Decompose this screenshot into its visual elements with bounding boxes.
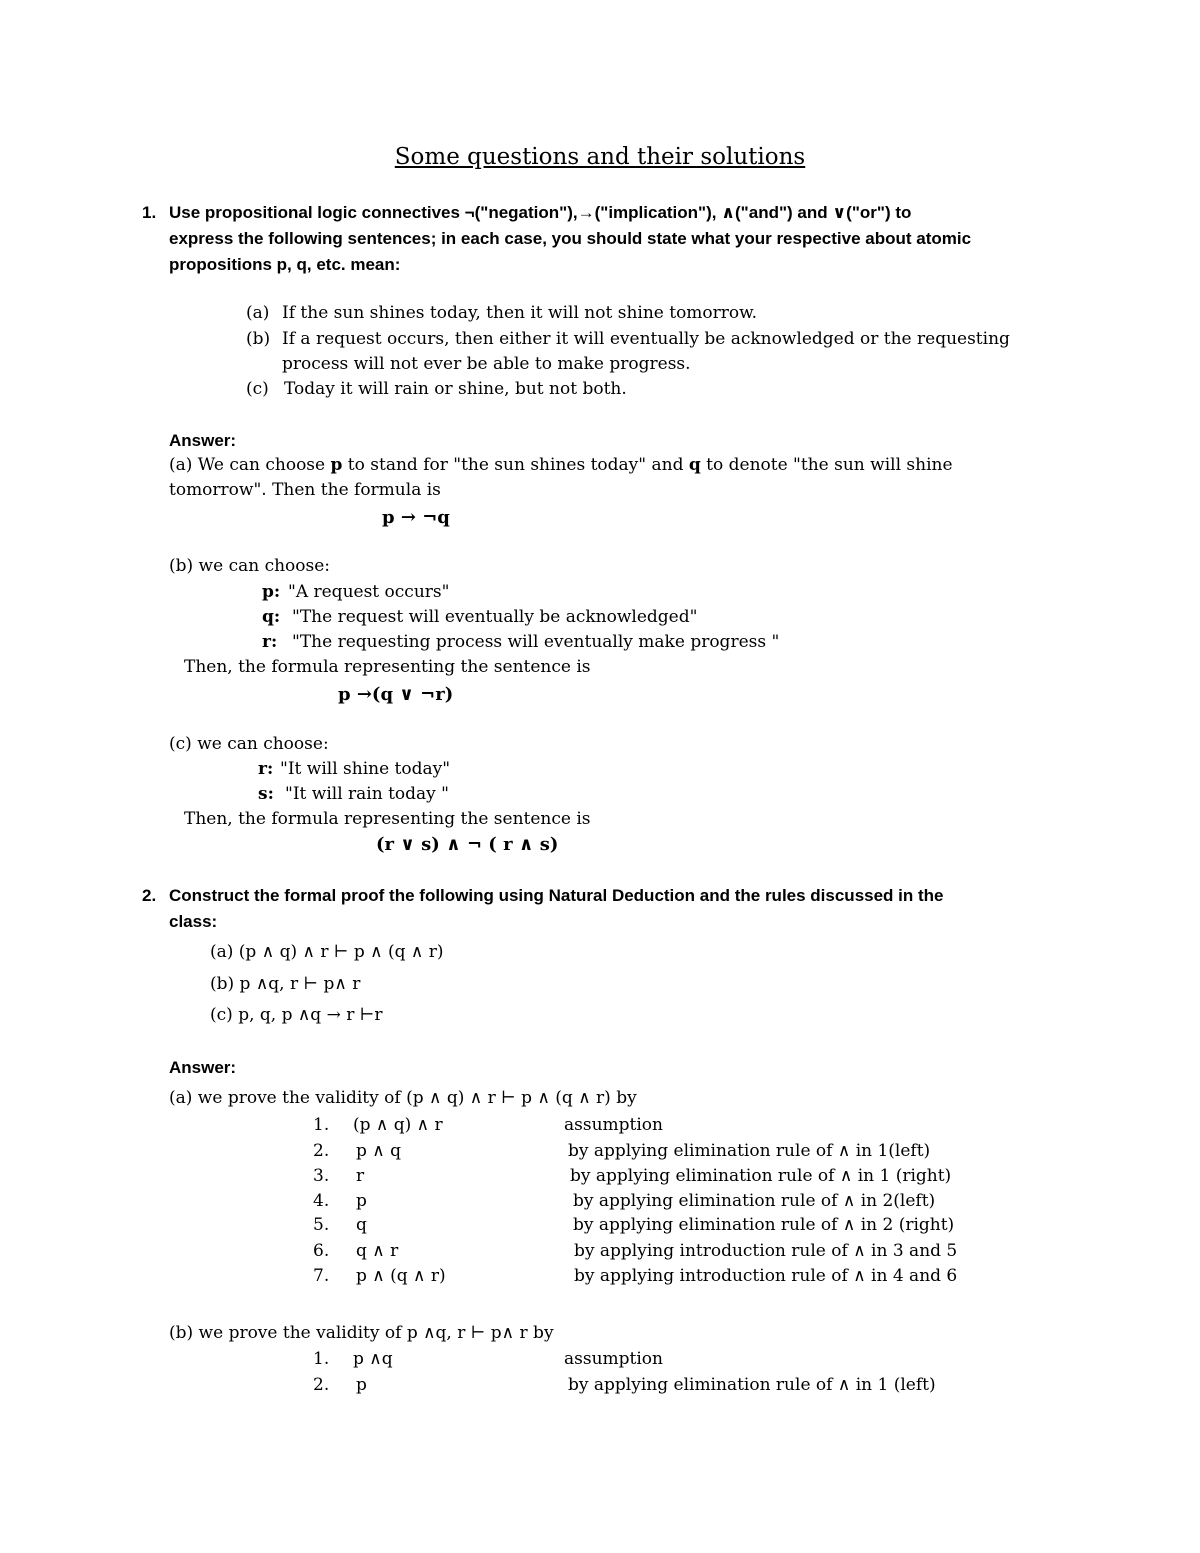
proof-step-formula: p ∧ q	[356, 1141, 402, 1161]
page-title: Some questions and their solutions	[394, 144, 806, 170]
answer-1c-def-r-var: r:	[258, 759, 274, 779]
question-2-item-c: (c) p, q, p ∧q → r ⊢r	[210, 1005, 383, 1025]
answer-2b-intro: (b) we prove the validity of p ∧q, r ⊢ p∧ r by	[169, 1323, 554, 1343]
question-2-number: 2.	[142, 886, 157, 905]
answer-1b-def-p-var: p:	[262, 582, 281, 602]
proof-step-reason: assumption	[564, 1115, 663, 1135]
answer-1c-def-s-text: "It will rain today "	[285, 784, 449, 804]
answer-1b-formula: p →(q ∨ ¬r)	[338, 684, 454, 705]
proof-step-number: 4.	[313, 1191, 330, 1211]
question-1-item-b-text: If a request occurs, then either it will eventually be acknowledged or the requesting	[282, 329, 1010, 349]
proof-step-formula: p	[356, 1191, 367, 1211]
proof-step-reason: by applying elimination rule of ∧ in 2(left)	[573, 1191, 936, 1211]
question-1-item-a-text: If the sun shines today, then it will not shine tomorrow.	[282, 303, 758, 323]
answer-1a-var-p: p	[330, 455, 343, 475]
proof-step-number: 2.	[313, 1141, 330, 1161]
proof-step-formula: p ∧ (q ∧ r)	[356, 1266, 446, 1286]
answer-1b-def-p-text: "A request occurs"	[288, 582, 450, 602]
question-1-number: 1.	[142, 203, 157, 222]
answer-1c-intro: (c) we can choose:	[169, 734, 329, 754]
proof-step-reason: by applying elimination rule of ∧ in 1 (right)	[570, 1166, 952, 1186]
question-2-line-2: class:	[169, 912, 218, 931]
proof-step-reason: by applying introduction rule of ∧ in 3 and 5	[574, 1241, 958, 1261]
question-1-item-b-text-continued: process will not ever be able to make progress.	[282, 354, 691, 374]
proof-step-number: 1.	[313, 1349, 330, 1369]
proof-step-number: 6.	[313, 1241, 330, 1261]
answer-1b-def-q-text: "The request will eventually be acknowledged"	[292, 607, 698, 627]
answer-1b-def-r-var: r:	[262, 632, 278, 652]
question-2-item-a: (a) (p ∧ q) ∧ r ⊢ p ∧ (q ∧ r)	[210, 942, 444, 962]
proof-step-formula: p	[356, 1375, 367, 1395]
question-1-item-c-label: (c)	[246, 379, 269, 399]
answer-1c-then: Then, the formula representing the sentence is	[184, 809, 591, 829]
question-1-line-2: express the following sentences; in each case, you should state what your respective about atomic	[169, 229, 972, 248]
question-1-item-a-label: (a)	[246, 303, 270, 323]
proof-step-reason: assumption	[564, 1349, 663, 1369]
proof-step-formula: q	[356, 1215, 367, 1235]
question-2-line-1: Construct the formal proof the following using Natural Deduction and the rules discussed in the	[169, 886, 944, 905]
proof-step-number: 2.	[313, 1375, 330, 1395]
answer-1c-formula: (r ∨ s) ∧ ¬ ( r ∧ s)	[376, 834, 559, 855]
proof-step-formula: (p ∧ q) ∧ r	[353, 1115, 443, 1135]
answer-1c-def-s-var: s:	[258, 784, 274, 804]
proof-step-formula: q ∧ r	[356, 1241, 399, 1261]
proof-step-number: 3.	[313, 1166, 330, 1186]
answer-1b-then: Then, the formula representing the sentence is	[184, 657, 591, 677]
answer-1a-formula: p → ¬q	[382, 507, 450, 528]
proof-step-reason: by applying elimination rule of ∧ in 2 (right)	[573, 1215, 955, 1235]
proof-step-formula: p ∧q	[353, 1349, 393, 1369]
answer-1a-intro	[169, 457, 953, 474]
proof-step-number: 1.	[313, 1115, 330, 1135]
answer-1-heading: Answer:	[169, 431, 237, 450]
proof-step-number: 5.	[313, 1215, 330, 1235]
question-1-item-b-label: (b)	[246, 329, 271, 349]
answer-1b-def-r-text: "The requesting process will eventually make progress "	[292, 632, 780, 652]
answer-2a-intro: (a) we prove the validity of (p ∧ q) ∧ r ⊢ p ∧ (q ∧ r) by	[169, 1088, 637, 1108]
question-2-item-b: (b) p ∧q, r ⊢ p∧ r	[210, 974, 361, 994]
answer-1a-intro-post: to denote "the sun will shine	[700, 455, 953, 475]
answer-1b-def-q-var: q:	[262, 607, 281, 627]
answer-1a-intro-pre: (a) We can choose	[169, 455, 331, 475]
answer-1a-var-q: q	[688, 455, 701, 475]
proof-step-number: 7.	[313, 1266, 330, 1286]
proof-step-formula: r	[356, 1166, 365, 1186]
answer-1b-intro: (b) we can choose:	[169, 556, 331, 576]
question-1-line-3: propositions p, q, etc. mean:	[169, 255, 401, 274]
proof-step-reason: by applying introduction rule of ∧ in 4 and 6	[574, 1266, 958, 1286]
answer-2-heading: Answer:	[169, 1058, 237, 1077]
answer-1c-def-r-text: "It will shine today"	[280, 759, 451, 779]
question-1-line-1: Use propositional logic connectives ¬("negation"),→("implication"), ∧("and") and ∨("or") to	[169, 203, 912, 222]
answer-1a-intro-mid: to stand for "the sun shines today" and	[342, 455, 689, 475]
answer-1a-line-2: tomorrow". Then the formula is	[169, 480, 441, 500]
question-1-item-c-text: Today it will rain or shine, but not both.	[284, 379, 627, 399]
proof-step-reason: by applying elimination rule of ∧ in 1 (left)	[568, 1375, 936, 1395]
proof-step-reason: by applying elimination rule of ∧ in 1(left)	[568, 1141, 931, 1161]
